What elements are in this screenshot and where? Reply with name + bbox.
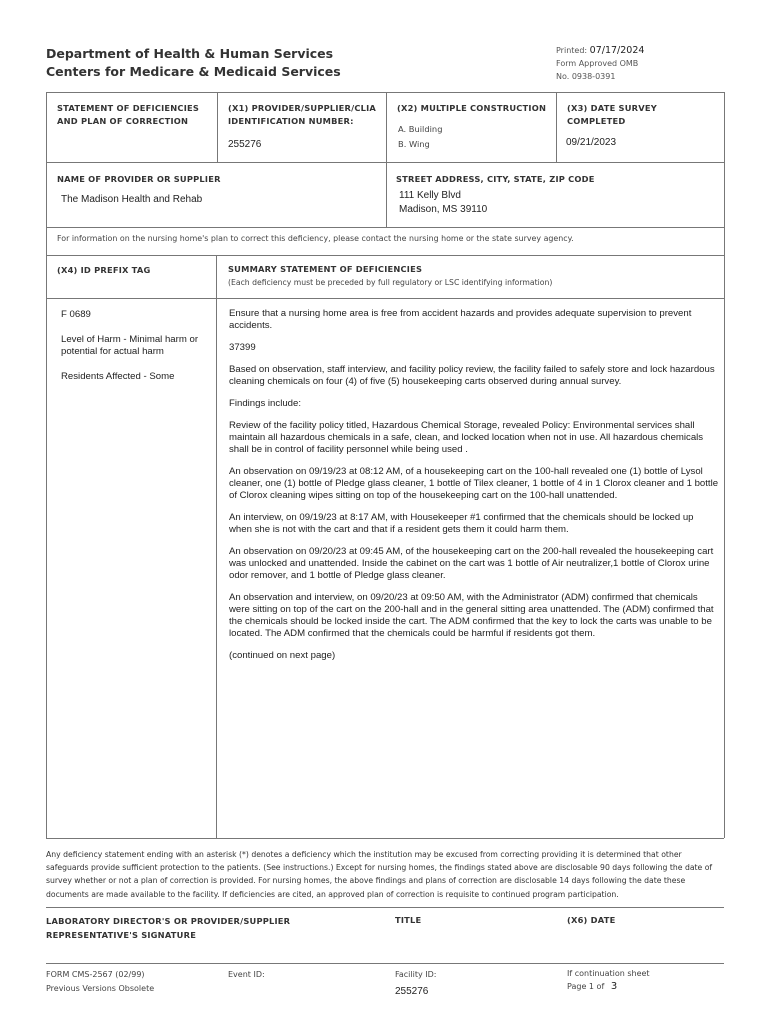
paragraph: An interview, on 09/19/23 at 8:17 AM, with Housekeeper #1 confirmed that the chemicals should be locked up when she is not with the cart and that if a resident gets them it could harm them. [229, 512, 694, 535]
paragraph: 37399 [229, 342, 256, 353]
facility-id-label: Facility ID: [395, 970, 437, 979]
paragraph: Review of the facility policy titled, Hazardous Chemical Storage, revealed Policy: Environmental services shall maintain all hazardous chemicals in a safe, clean, and locked location when not in use. All hazardous chemicals shall be in control of facility personnel while being used . [229, 420, 704, 455]
page-label: Page 1 of [567, 982, 605, 991]
divider [46, 963, 724, 964]
paragraph: An observation on 09/20/23 at 09:45 AM, of the housekeeping cart on the 200-hall revealed the housekeeping cart was unlocked and unattended. Inside the cabinet on the cart was 1 bottle of Air neutralizer,1 bottle of Clorox urine odor remover, and 1 bottle of Pledge glass cleaner. [229, 546, 714, 581]
provider-label: NAME OF PROVIDER OR SUPPLIER [57, 174, 221, 184]
printed-date: 07/17/2024 [589, 45, 645, 56]
statement-label: STATEMENT OF DEFICIENCIES AND PLAN OF CORRECTION [57, 103, 200, 126]
x4-label: (X4) ID PREFIX TAG [57, 265, 151, 275]
paragraph: An observation on 09/19/23 at 08:12 AM, of a housekeeping cart on the 100-hall revealed one (1) bottle of Lysol cleaner, one (1) bottle of Pledge glass cleaner, 1 bottle of Tilex cleaner, 1 bottle of 4 in 1 Clorox cleaner and 1 bottle of Clorox cleaning wipes sitting on top of the housekeeping cart on the 100-hall unattended. [229, 466, 719, 501]
address-line1: 111 Kelly Blvd [399, 190, 461, 201]
x2-label: (X2) MULTIPLE CONSTRUCTION [397, 103, 547, 113]
summary-statement [229, 308, 719, 672]
id-prefix-tag: F 0689 [61, 309, 91, 320]
printed-line [556, 44, 644, 58]
x2-building: A. Building [398, 124, 443, 134]
x3-value: 09/21/2023 [566, 137, 617, 148]
facility-id-value: 255276 [395, 986, 429, 997]
provider-value: The Madison Health and Rehab [61, 194, 203, 205]
omb-number: No. 0938-0391 [556, 72, 616, 81]
continuation-label: If continuation sheet [567, 969, 650, 978]
level-of-harm: Level of Harm - Minimal harm or potential for actual harm [61, 334, 199, 357]
centers-title: Centers for Medicare & Medicaid Services [46, 64, 341, 79]
title-label: TITLE [395, 915, 422, 925]
info-note: For information on the nursing home's plan to correct this deficiency, please contact the nursing home or the state survey agency. [57, 234, 574, 243]
director-signature-label: LABORATORY DIRECTOR'S OR PROVIDER/SUPPLIER REPRESENTATIVE'S SIGNATURE [46, 916, 291, 940]
form-approved: Form Approved OMB [556, 59, 639, 68]
department-title: Department of Health & Human Services [46, 46, 334, 61]
form-number: FORM CMS-2567 (02/99) [46, 970, 145, 979]
x2-wing: B. Wing [398, 139, 430, 149]
divider [46, 907, 724, 908]
residents-affected: Residents Affected - Some [61, 371, 175, 382]
x3-label: (X3) DATE SURVEY COMPLETED [567, 103, 657, 126]
paragraph: Findings include: [229, 398, 301, 409]
paragraph: Ensure that a nursing home area is free from accident hazards and provides adequate supervision to prevent accidents. [229, 308, 692, 331]
summary-note: (Each deficiency must be preceded by full regulatory or LSC identifying information) [228, 278, 553, 287]
summary-label: SUMMARY STATEMENT OF DEFICIENCIES [228, 264, 423, 274]
disclaimer: Any deficiency statement ending with an asterisk (*) denotes a deficiency which the institution may be excused from correcting providing it is determined that other safeguards provide sufficient protection to the patients. (See instructions.) Except for nursing homes, the findings stated above are disclosable 90 days following the date of survey whether or not a plan of correction is provided. For nursing homes, the above findings and plans of correction are disclosable 14 days following the date these documents are made available to the facility. If deficiencies are cited, an approved plan of correction is requisite to continued program participation. [46, 850, 713, 899]
paragraph: Based on observation, staff interview, and facility policy review, the facility failed to safely store and lock hazardous cleaning chemicals on four (4) of five (5) housekeeping carts observed during annual survey. [229, 364, 715, 387]
page-total: 3 [610, 981, 618, 992]
printed-label: Printed: [556, 46, 588, 55]
date-label: (X6) DATE [567, 915, 616, 925]
page-number [567, 981, 617, 993]
paragraph: An observation and interview, on 09/20/23 at 09:50 AM, with the Administrator (ADM) confirmed that chemicals were sitting on top of the cart on the 200-hall and in the general sitting area unattended. The (ADM) confirmed that the chemicals should be locked inside the cart. The ADM confirmed that the key to lock the carts was unable to be located. The ADM confirmed that the chemicals could be harmful if residents got them. [229, 592, 714, 639]
address-label: STREET ADDRESS, CITY, STATE, ZIP CODE [396, 174, 595, 184]
address-line2: Madison, MS 39110 [399, 204, 488, 215]
paragraph: (continued on next page) [229, 650, 336, 661]
previous-versions: Previous Versions Obsolete [46, 984, 155, 993]
x1-value: 255276 [228, 139, 262, 150]
x1-label: (X1) PROVIDER/SUPPLIER/CLIA IDENTIFICATION NUMBER: [228, 103, 377, 126]
event-id-label: Event ID: [228, 970, 265, 979]
